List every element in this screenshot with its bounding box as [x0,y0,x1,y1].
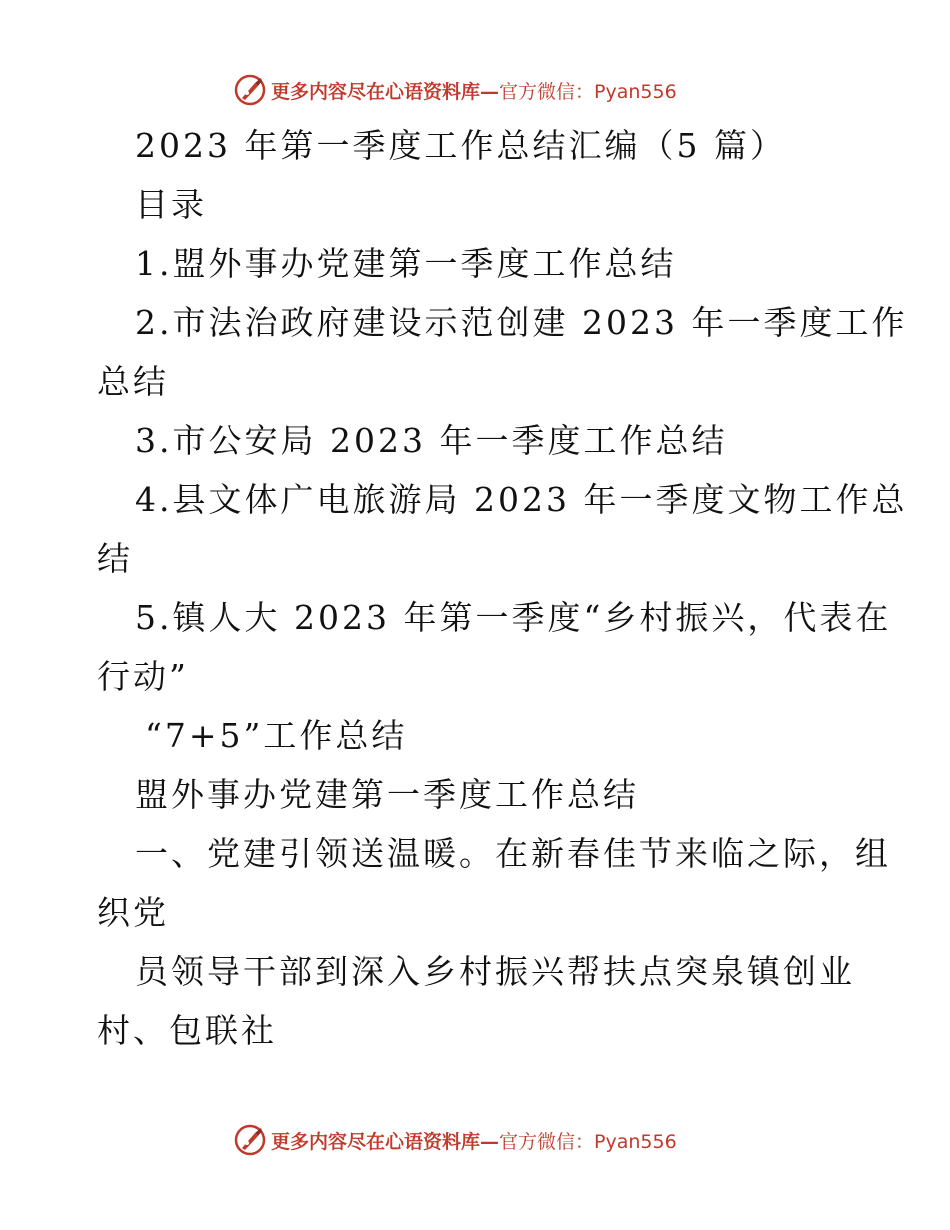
watermark-wechat: 官方微信：Pyan556 [499,80,677,103]
toc-item-3: 3.市公安局 2023 年一季度工作总结 [135,421,728,460]
toc-item-2-cont: 总结 [97,362,169,401]
toc-item-4-cont: 结 [97,539,133,578]
watermark-text: 更多内容尽在心语资料库— [271,1130,500,1153]
toc-item-5-cont: 行动” [97,657,189,696]
toc-item-2: 2.市法治政府建设示范创建 2023 年一季度工作 [135,303,908,342]
section-title: 盟外事办党建第一季度工作总结 [135,775,639,814]
toc-item-1: 1.盟外事办党建第一季度工作总结 [135,244,677,283]
watermark-banner-top [233,70,677,110]
paragraph-1-cont: 织党 [97,893,169,932]
document-title: 2023 年第一季度工作总结汇编（5 篇） [135,126,786,165]
quill-pen-logo-icon [233,73,267,107]
toc-heading: 目录 [135,185,207,224]
paragraph-2-cont: 村、包联社 [97,1011,277,1050]
toc-item-5-cont2: “7+5”工作总结 [145,716,408,755]
toc-item-5: 5.镇人大 2023 年第一季度“乡村振兴，代表在 [135,598,892,637]
watermark-wechat: 官方微信：Pyan556 [499,1130,677,1153]
toc-item-4: 4.县文体广电旅游局 2023 年一季度文物工作总 [135,480,908,519]
paragraph-1: 一、党建引领送温暖。在新春佳节来临之际，组 [135,834,891,873]
watermark-text: 更多内容尽在心语资料库— [271,80,500,103]
watermark-banner-bottom [233,1120,677,1160]
paragraph-2: 员领导干部到深入乡村振兴帮扶点突泉镇创业 [135,952,855,991]
quill-pen-logo-icon [233,1123,267,1157]
